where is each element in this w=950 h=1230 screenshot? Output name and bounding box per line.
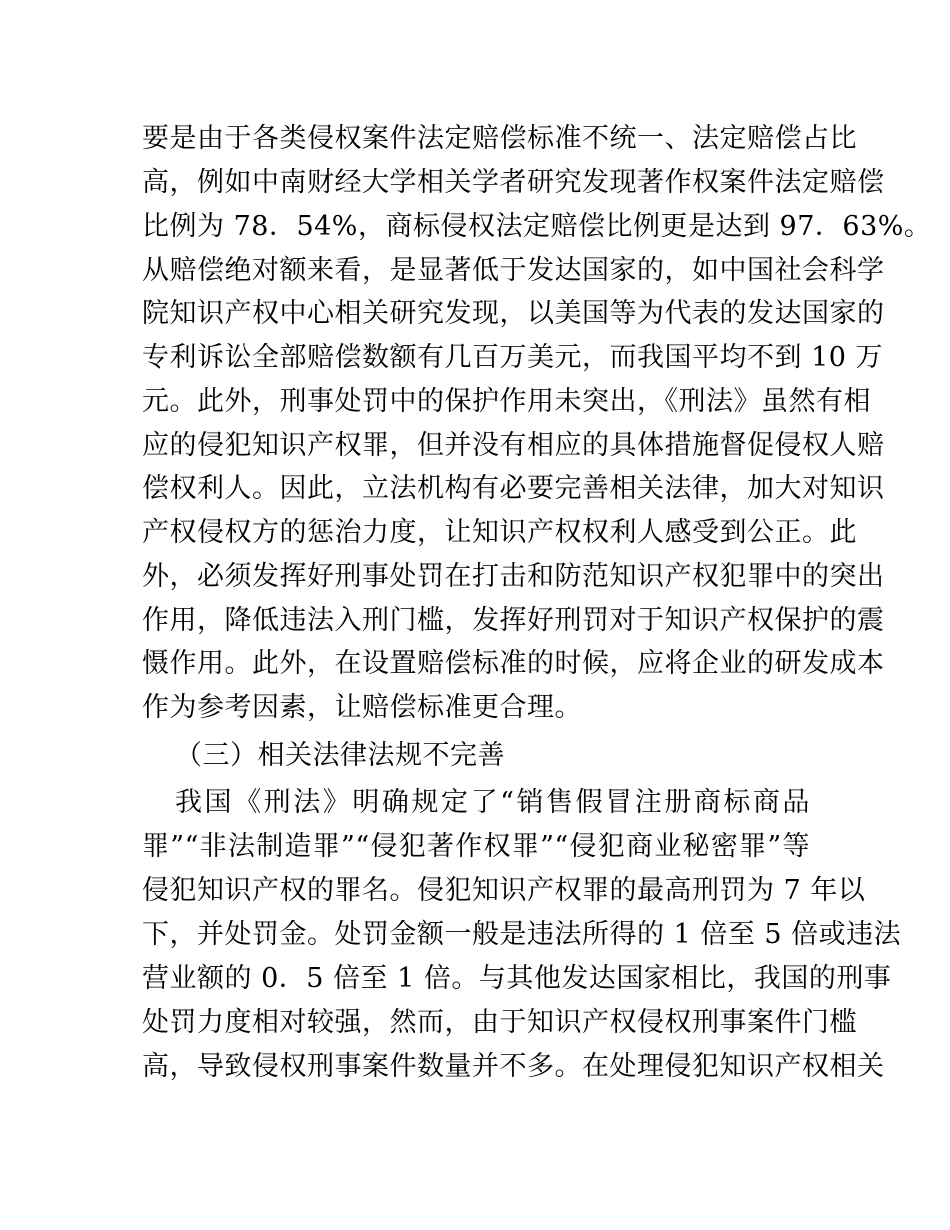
body-text-line: 元。此外，刑事处罚中的保护作用未突出，《刑法》虽然有相 xyxy=(142,386,871,417)
body-text-line: 高，导致侵权刑事案件数量并不多。在处理侵犯知识产权相关 xyxy=(142,1051,885,1082)
body-text-line: 侵犯知识产权的罪名。侵犯知识产权罪的最高刑罚为 7 年以 xyxy=(142,875,866,906)
body-text-line: 营业额的 0．5 倍至 1 倍。与其他发达国家相比，我国的刑事 xyxy=(142,963,892,994)
body-text-line: 下，并处罚金。处罚金额一般是违法所得的 1 倍至 5 倍或违法 xyxy=(142,919,902,950)
body-text-line: 要是由于各类侵权案件法定赔偿标准不统一、法定赔偿占比 xyxy=(142,123,857,154)
body-text-line: 比例为 78．54%，商标侵权法定赔偿比例更是达到 97．63%。 xyxy=(142,211,932,242)
body-text-line: 院知识产权中心相关研究发现，以美国等为代表的发达国家的 xyxy=(142,298,885,329)
body-text-line: 高，例如中南财经大学相关学者研究发现著作权案件法定赔偿 xyxy=(142,167,885,198)
body-text-line: 专利诉讼全部赔偿数额有几百万美元，而我国平均不到 10 万 xyxy=(142,342,884,373)
body-text-line: 从赔偿绝对额来看，是显著低于发达国家的，如中国社会科学 xyxy=(142,255,885,286)
body-text-line: 作用，降低违法入刑门槛，发挥好刑罚对于知识产权保护的震 xyxy=(142,605,885,636)
body-text-line: 罪”“非法制造罪”“侵犯著作权罪”“侵犯商业秘密罪”等 xyxy=(142,831,810,862)
body-text-line: 外，必须发挥好刑事处罚在打击和防范知识产权犯罪中的突出 xyxy=(142,561,885,592)
body-text-line: 我国《刑法》明确规定了“销售假冒注册商标商品 xyxy=(175,787,810,818)
body-text-line: 处罚力度相对较强，然而，由于知识产权侵权刑事案件门槛 xyxy=(142,1007,857,1038)
body-text-line: 慑作用。此外，在设置赔偿标准的时候，应将企业的研发成本 xyxy=(142,648,885,679)
section-heading: （三）相关法律法规不完善 xyxy=(175,740,505,771)
body-text-line: 作为参考因素，让赔偿标准更合理。 xyxy=(142,692,582,723)
body-text-line: 偿权利人。因此，立法机构有必要完善相关法律，加大对知识 xyxy=(142,473,885,504)
body-text-line: 产权侵权方的惩治力度，让知识产权权利人感受到公正。此 xyxy=(142,517,857,548)
body-text-line: 应的侵犯知识产权罪，但并没有相应的具体措施督促侵权人赔 xyxy=(142,430,885,461)
